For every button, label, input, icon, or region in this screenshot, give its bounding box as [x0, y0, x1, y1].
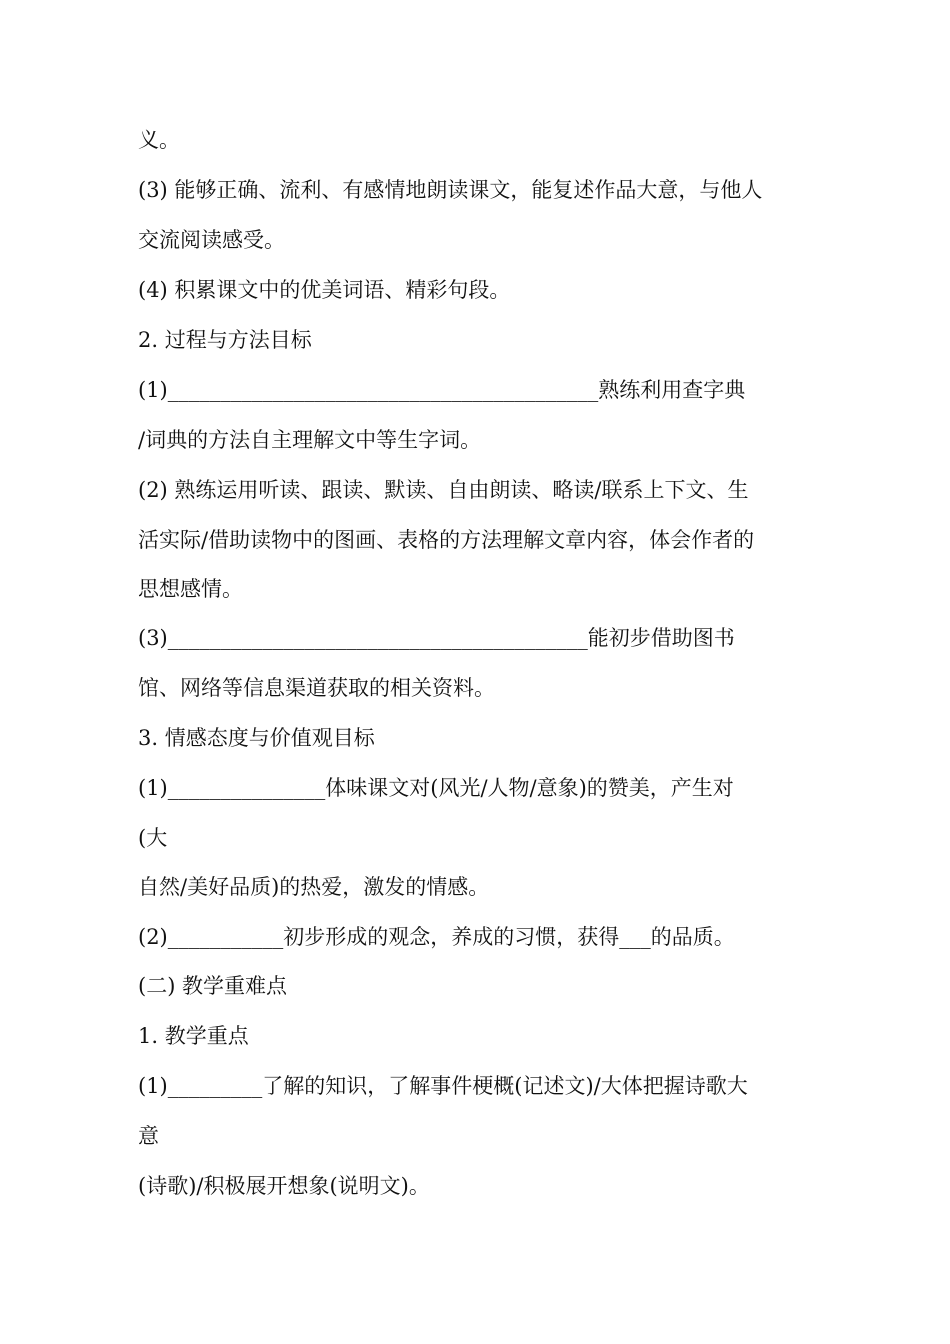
text-line: (4) 积累课文中的优美词语、精彩句段。	[138, 278, 511, 302]
text-line: (1)_________了解的知识，了解事件梗概(记述文)/大体把握诗歌大	[138, 1074, 748, 1098]
section-heading: 1. 教学重点	[138, 1024, 249, 1048]
text-line: (诗歌)/积极展开想象(说明文)。	[138, 1174, 430, 1198]
text-line: 意	[138, 1124, 159, 1148]
section-heading: 2. 过程与方法目标	[138, 328, 312, 352]
text-line: 思想感情。	[138, 577, 243, 601]
text-line: /词典的方法自主理解文中等生字词。	[138, 428, 482, 452]
text-line: (2) 熟练运用听读、跟读、默读、自由朗读、略读/联系上下文、生	[138, 478, 749, 502]
section-heading: 3. 情感态度与价值观目标	[138, 726, 375, 750]
text-line: (3) 能够正确、流利、有感情地朗读课文，能复述作品大意，与他人	[138, 178, 763, 202]
text-line: 活实际/借助读物中的图画、表格的方法理解文章内容，体会作者的	[138, 528, 755, 552]
text-line: 义。	[138, 128, 180, 152]
text-line: (3)________________________________________能初步借助图书	[138, 626, 735, 650]
text-line: 自然/美好品质)的热爱，激发的情感。	[138, 875, 490, 899]
text-line: (1)_______________体味课文对(风光/人物/意象)的赞美，产生对	[138, 776, 734, 800]
text-line: (大	[138, 826, 168, 850]
text-line: (1)_________________________________________熟练利用查字典	[138, 378, 746, 402]
text-line: (2)___________初步形成的观念，养成的习惯，获得___的品质。	[138, 925, 735, 949]
section-heading: (二) 教学重难点	[138, 974, 288, 998]
text-line: 馆、网络等信息渠道获取的相关资料。	[138, 676, 495, 700]
text-line: 交流阅读感受。	[138, 228, 285, 252]
